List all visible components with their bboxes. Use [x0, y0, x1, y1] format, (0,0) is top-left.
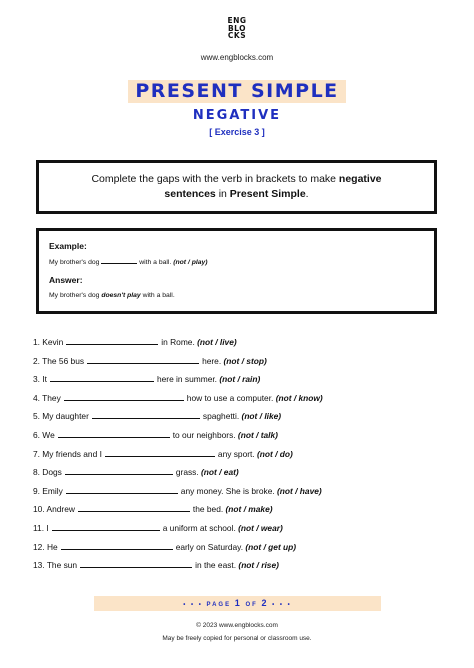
answer-blank[interactable]	[80, 560, 192, 568]
answer-blank[interactable]	[61, 542, 173, 550]
item-hint: (not / rain)	[219, 374, 261, 385]
page-of: OF	[245, 602, 258, 608]
example-box	[36, 228, 437, 314]
instruction-bold: negative sentences	[164, 173, 382, 200]
exercise-item	[33, 373, 453, 392]
answer-blank[interactable]	[92, 411, 200, 419]
title-wrap	[0, 80, 474, 103]
page-indicator-left: • • • PAGE	[183, 602, 232, 608]
answer-blank[interactable]	[78, 504, 190, 512]
example-sentence	[49, 258, 424, 266]
example-blank	[101, 258, 137, 264]
exercise-item	[33, 429, 453, 448]
exercise-item	[33, 466, 453, 485]
instruction-text	[79, 172, 394, 202]
item-subject: 12. He	[33, 541, 58, 552]
item-hint: (not / get up)	[245, 541, 297, 552]
page-total: 2	[261, 598, 269, 608]
item-rest: a uniform at school.	[162, 522, 236, 533]
item-subject: 13. The sun	[33, 560, 78, 571]
instruction-part: Complete the gaps with the verb in brackets to make	[91, 173, 339, 185]
item-subject: 9. Emily	[33, 485, 63, 496]
answer-blank[interactable]	[65, 467, 173, 475]
copyright: © 2023 www.engblocks.com	[196, 622, 278, 629]
exercise-item	[33, 503, 453, 522]
license-note: May be freely copied for personal or classroom use.	[162, 635, 312, 642]
item-hint: (not / stop)	[223, 355, 267, 366]
item-subject: 7. My friends and I	[33, 448, 102, 459]
item-hint: (not / have)	[277, 485, 322, 496]
exercise-item	[33, 392, 453, 411]
exercise-item	[33, 410, 453, 429]
item-rest: early on Saturday.	[175, 541, 244, 552]
item-subject: 8. Dogs	[33, 467, 62, 478]
item-hint: (not / do)	[257, 448, 293, 459]
answer-label: Answer:	[49, 275, 83, 285]
item-rest: here in summer.	[156, 374, 218, 385]
item-subject: 10. Andrew	[33, 504, 75, 515]
item-hint: (not / wear)	[238, 522, 283, 533]
exercise-item	[33, 541, 453, 560]
answer-blank[interactable]	[50, 374, 154, 382]
item-subject: 1. Kevin	[33, 337, 64, 347]
exercise-item	[33, 559, 453, 578]
answer-blank[interactable]	[52, 523, 160, 531]
item-hint: (not / make)	[225, 504, 273, 515]
item-rest: grass.	[175, 467, 199, 478]
item-rest: spaghetti.	[202, 411, 240, 422]
item-hint: (not / live)	[197, 337, 237, 347]
item-subject: 11. I	[33, 522, 49, 533]
item-hint: (not / eat)	[201, 467, 239, 478]
exercise-item	[33, 336, 453, 355]
item-hint: (not / know)	[275, 392, 323, 403]
answer-blank[interactable]	[66, 486, 178, 494]
item-rest: in Rome.	[161, 337, 195, 347]
exercise-item	[33, 448, 453, 467]
answer-sentence	[49, 292, 424, 299]
exercise-item	[33, 522, 453, 541]
item-rest: how to use a computer.	[186, 392, 274, 403]
item-subject: 4. They	[33, 392, 61, 403]
answer-blank[interactable]	[58, 430, 170, 438]
site-url: www.engblocks.com	[200, 53, 274, 62]
instruction-part: in	[215, 188, 230, 200]
item-rest: to our neighbors.	[172, 429, 236, 440]
answer-pre: My brother's dog	[49, 292, 102, 299]
item-subject: 5. My daughter	[33, 411, 89, 422]
answer-blank[interactable]	[66, 337, 158, 345]
answer-blank[interactable]	[87, 356, 199, 364]
item-rest: here.	[202, 355, 222, 366]
item-hint: (not / talk)	[237, 429, 278, 440]
example-post: with a ball.	[137, 259, 174, 266]
example-hint: (not / play)	[173, 259, 208, 266]
exercise-label: [ Exercise 3 ]	[209, 127, 265, 137]
example-label: Example:	[49, 241, 87, 251]
item-hint: (not / like)	[241, 411, 282, 422]
exercise-item	[33, 485, 453, 504]
item-subject: 3. It	[33, 374, 47, 385]
answer-verb: doesn't play	[101, 292, 141, 299]
logo	[226, 17, 248, 40]
item-rest: in the east.	[195, 560, 237, 571]
logo-line: ENG	[227, 16, 247, 25]
page-current: 1	[234, 598, 242, 608]
example-pre: My brother's dog	[49, 259, 102, 266]
logo-line: CKS	[227, 31, 247, 40]
item-hint: (not / rise)	[238, 560, 279, 571]
page-indicator-right: • • •	[272, 602, 292, 608]
page-indicator	[94, 596, 381, 611]
item-rest: the bed.	[192, 504, 224, 515]
item-subject: 2. The 56 bus	[33, 355, 85, 366]
page-title: PRESENT SIMPLE	[128, 80, 345, 103]
exercise-list	[33, 336, 453, 578]
item-rest: any sport.	[217, 448, 255, 459]
instruction-part: .	[305, 188, 309, 200]
exercise-item	[33, 355, 453, 374]
instruction-box	[36, 160, 437, 214]
answer-blank[interactable]	[64, 393, 184, 401]
item-subject: 6. We	[33, 429, 55, 440]
logo-line: BLO	[227, 23, 247, 33]
answer-post: with a ball.	[140, 292, 175, 299]
item-rest: any money. She is broke.	[180, 485, 275, 496]
instruction-bold: Present Simple	[229, 188, 306, 200]
page-subtitle: NEGATIVE	[192, 108, 282, 123]
answer-blank[interactable]	[105, 449, 215, 457]
